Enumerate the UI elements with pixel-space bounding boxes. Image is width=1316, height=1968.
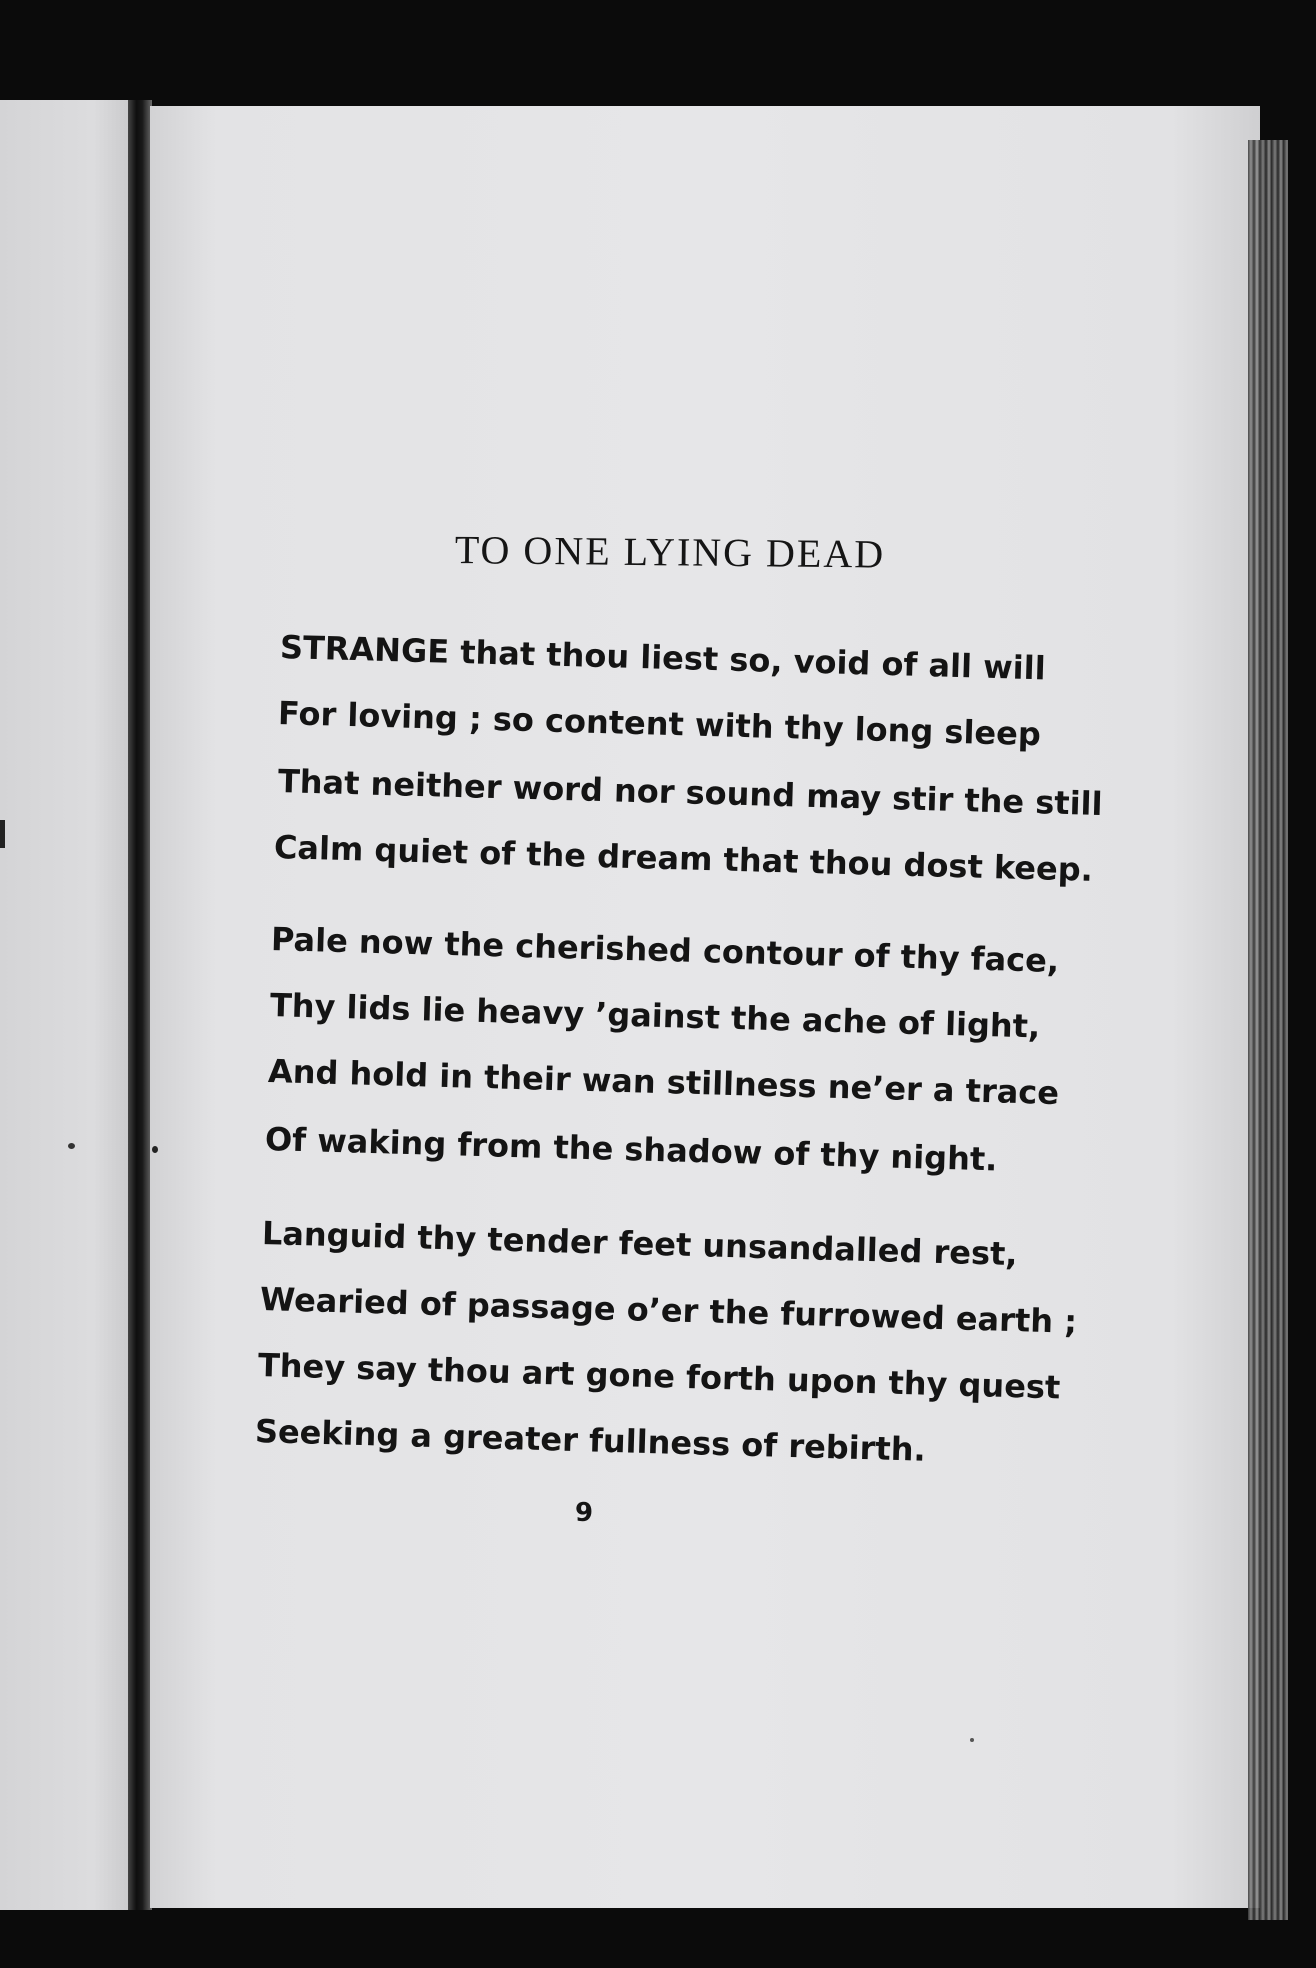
poem-line: Seeking a greater fullness of rebirth. (254, 1412, 927, 1469)
poem-line: STRANGE that thou liest so, void of all will (279, 628, 1047, 688)
poem-line: For loving ; so content with thy long sleep (277, 694, 1042, 754)
poem-line: Calm quiet of the dream that thou dost keep. (273, 828, 1094, 889)
poem-line: Wearied of passage o’er the furrowed earth ; (259, 1280, 1078, 1341)
poem-title-text: TO ONE LYING DEAD (454, 527, 886, 577)
poem-line: Languid thy tender feet unsandalled rest, (261, 1214, 1019, 1274)
poem-line: And hold in their wan stillness ne’er a trace (267, 1052, 1060, 1113)
poem-line: Of waking from the shadow of thy night. (264, 1120, 998, 1179)
poem-line: Pale now the cherished contour of thy face, (270, 920, 1060, 981)
page-number: 9 (575, 1498, 594, 1528)
poem-line: That neither word nor sound may stir the still (277, 762, 1104, 824)
poem-line: They say thou art gone forth upon thy quest (257, 1346, 1061, 1407)
poem-line: Thy lids lie heavy ’gainst the ache of light, (269, 986, 1041, 1046)
